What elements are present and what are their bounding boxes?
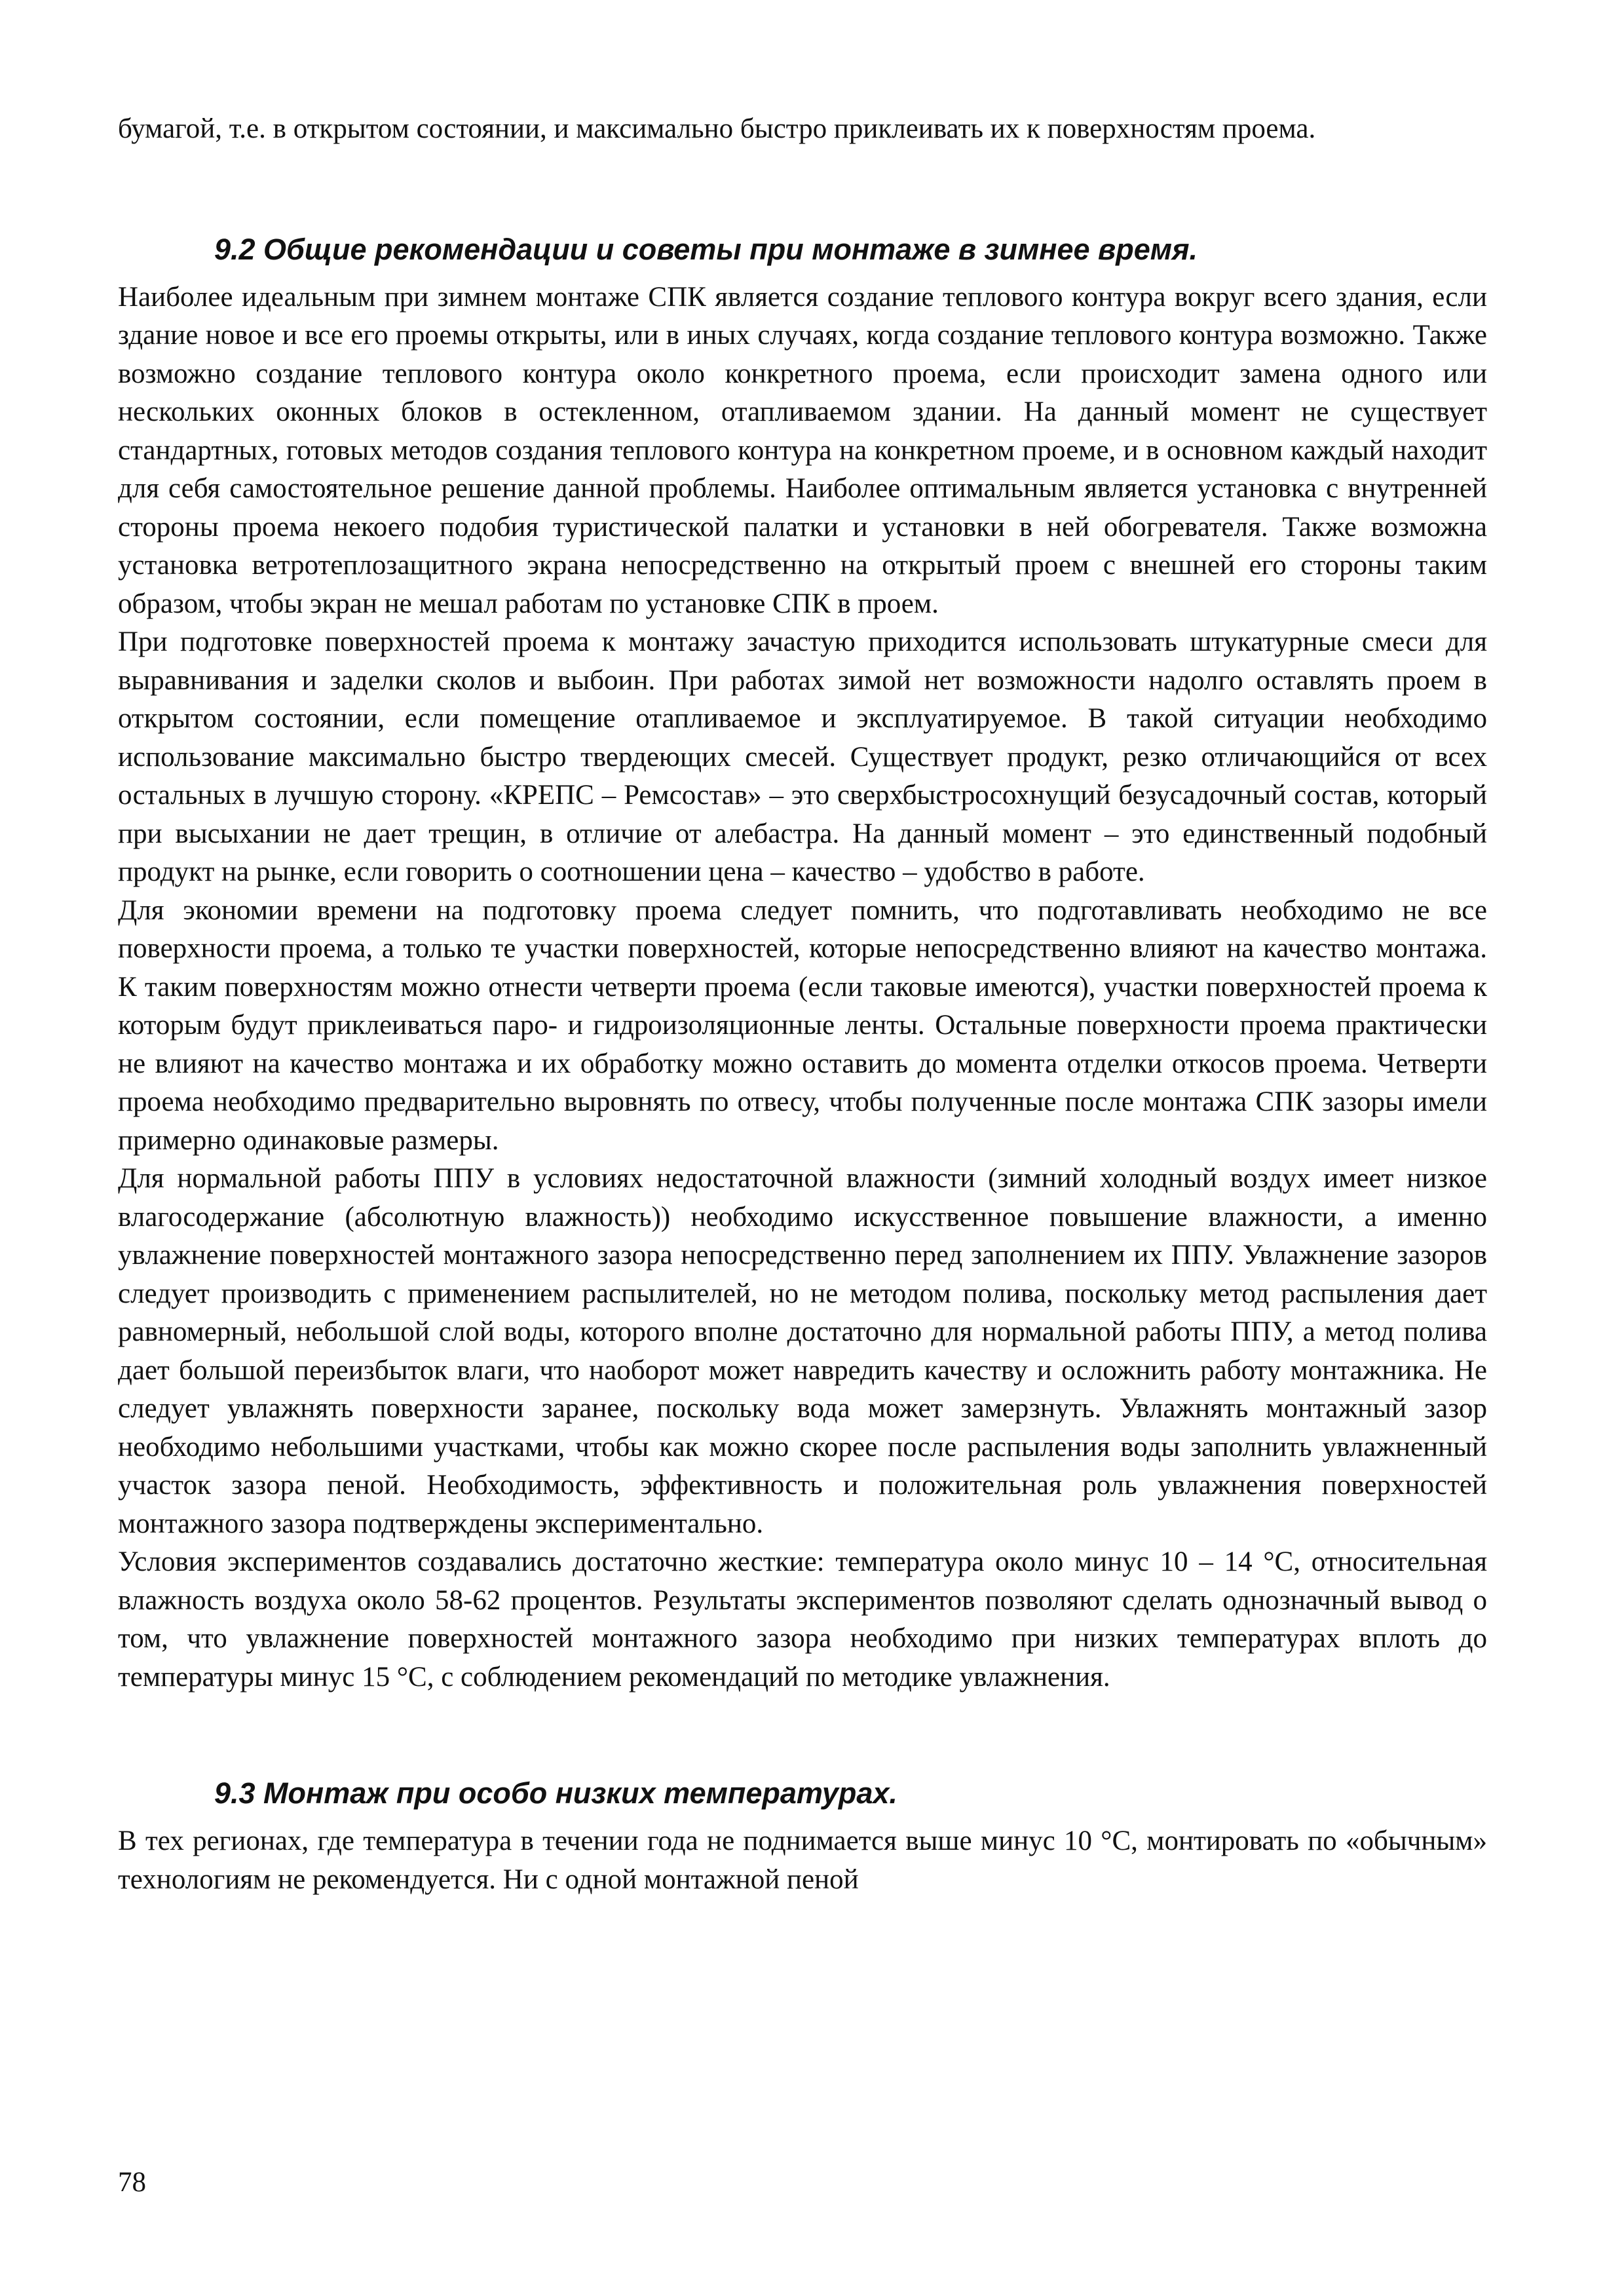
paragraph: Наиболее идеальным при зимнем монтаже СПК является создание теплового контура вокруг всего здания, если здание новое и все его проемы открыты, или в иных случаях, когда создание теплового контура возможно. Также возможно создание теплового контура около конкретного проема, если происходит замена одного или нескольких оконных блоков в остекленном, отапливаемом здании. На данный момент не существует стандартных, готовых методов создания теплового контура на конкретном проеме, и в основном каждый находит для себя самостоятельное решение данной проблемы. Наиболее оптимальным является установка с внутренней стороны проема некоего подобия туристической палатки и установки в ней обогревателя. Также возможна установка ветротеплозащитного экрана непосредственно на открытый проем с внешней его стороны таким образом, чтобы экран не мешал работам по установке СПК в проем.	[118, 281, 1487, 619]
intro-paragraph: бумагой, т.е. в открытом состоянии, и максимально быстро приклеивать их к поверхностям проема.	[118, 113, 1316, 144]
section-heading-9-2: 9.2 Общие рекомендации и советы при монтаже в зимнее время.	[214, 232, 1198, 266]
paragraph: При подготовке поверхностей проема к монтажу зачастую приходится использовать штукатурные смеси для выравнивания и заделки сколов и выбоин. При работах зимой нет возможности надолго оставлять проем в открытом состоянии, если помещение отапливаемое и эксплуатируемое. В такой ситуации необходимо использование максимально быстро твердеющих смесей. Существует продукт, резко отличающийся от всех остальных в лучшую сторону. «КРЕПС – Ремсостав» – это сверхбыстросохнущий безусадочный состав, который при высыхании не дает трещин, в отличие от алебастра. На данный момент – это единственный подобный продукт на рынке, если говорить о соотношении цена – качество – удобство в работе.	[118, 626, 1487, 887]
paragraph: Для нормальной работы ППУ в условиях недостаточной влажности (зимний холодный воздух имеет низкое влагосодержание (абсолютную влажность)) необходимо искусственное повышение влажности, а именно увлажнение поверхностей монтажного зазора непосредственно перед заполнением их ППУ. Увлажнение зазоров следует производить с применением распылителей, но не методом полива, поскольку метод распыления дает равномерный, небольшой слой воды, которого вполне достаточно для нормальной работы ППУ, а метод полива дает большой переизбыток влаги, что наоборот может навредить качеству и осложнить работу монтажника. Не следует увлажнять поверхности заранее, поскольку вода может замерзнуть. Увлажнять монтажный зазор необходимо небольшими участками, чтобы как можно скорее после распыления воды заполнить увлажненный участок зазора пеной. Необходимость, эффективность и положительная роль увлажнения поверхностей монтажного зазора подтверждены экспериментально.	[118, 1163, 1487, 1539]
page-number: 78	[118, 2167, 146, 2198]
section-heading-9-3: 9.3 Монтаж при особо низких температурах.	[214, 1776, 897, 1810]
paragraph: Условия экспериментов создавались достаточно жесткие: температура около минус 10 – 14 °С, относительная влажность воздуха около 58-62 процентов. Результаты экспериментов позволяют сделать однозначный вывод о том, что увлажнение поверхностей монтажного зазора необходимо при низких температурах вплоть до температуры минус 15 °С, с соблюдением рекомендаций по методике увлажнения.	[118, 1546, 1487, 1693]
paragraph: В тех регионах, где температура в течении года не поднимается выше минус 10 °С, монтировать по «обычным» технологиям не рекомендуется. Ни с одной монтажной пеной	[118, 1826, 1487, 1895]
paragraph: Для экономии времени на подготовку проема следует помнить, что подготавливать необходимо не все поверхности проема, а только те участки поверхностей, которые непосредственно влияют на качество монтажа. К таким поверхностям можно отнести четверти проема (если таковые имеются), участки поверхностей проема к которым будут приклеиваться паро- и гидроизоляционные ленты. Остальные поверхности проема практически не влияют на качество монтажа и их обработку можно оставить до момента отделки откосов проема. Четверти проема необходимо предварительно выровнять по отвесу, чтобы полученные после монтажа СПК зазоры имели примерно одинаковые размеры.	[118, 894, 1487, 1156]
page-body	[118, 110, 1487, 1899]
